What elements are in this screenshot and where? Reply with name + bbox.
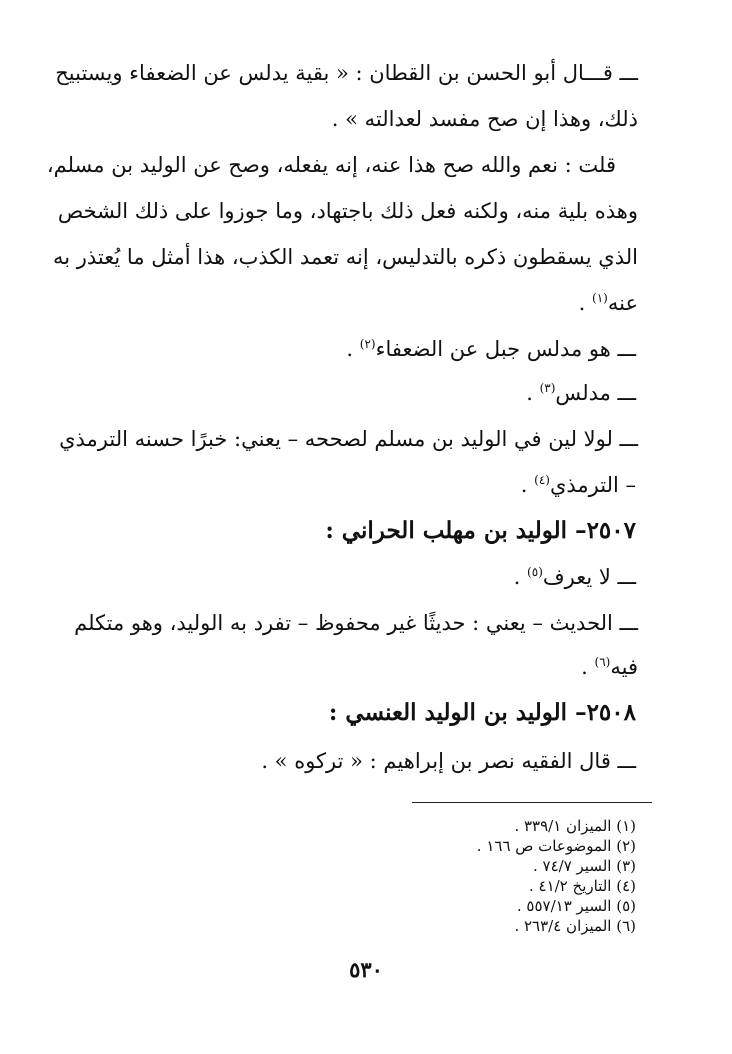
text-run: ـــ مدلس — [555, 381, 636, 405]
period: . — [578, 291, 586, 315]
text-line — [88, 378, 636, 408]
footnote: (٣) السير ٧٤/٧ . — [532, 857, 636, 875]
footnote: (٢) الموضوعات ص ١٦٦ . — [476, 837, 636, 855]
footnote-ref: (٦) — [594, 655, 611, 669]
text-line: ـــ لولا لين في الوليد بن مسلم لصححه – يعني: خبرًا حسنه الترمذي — [59, 427, 638, 451]
period: . — [513, 565, 521, 589]
footnote-ref: (١) — [592, 291, 608, 305]
paragraph-start-line: قلت : نعم والله صح هذا عنه، إنه يفعله، وصح عن الوليد بن مسلم، — [46, 153, 616, 177]
text-line: ـــ قـــال أبو الحسن بن القطان : « بقية يدلس عن الضعفاء ويستبيح — [55, 61, 638, 85]
footnote-ref: (٥) — [527, 565, 543, 579]
period: . — [581, 655, 588, 679]
period: . — [526, 381, 533, 405]
text-line: ذلك، وهذا إن صح مفسد لعدالته » . — [331, 107, 638, 131]
footnote-ref: (٣) — [539, 381, 556, 395]
footnote-ref: (٢) — [359, 337, 376, 351]
text-line — [90, 288, 638, 318]
footnote-ref: (٤) — [534, 473, 550, 487]
text-line — [88, 470, 636, 500]
footnote: (٤) التاريخ ٤١/٢ . — [528, 877, 636, 895]
period: . — [346, 337, 354, 361]
footnote-divider — [412, 802, 652, 803]
text-line: ـــ قال الفقيه نصر بن إبراهيم : « تركوه » . — [261, 749, 636, 773]
footnote: (١) الميزان ٣٣٩/١ . — [514, 817, 636, 835]
entry-heading: ٢٥٠٨– الوليد بن الوليد العنسي : — [328, 699, 636, 726]
entry-heading: ٢٥٠٧– الوليد بن مهلب الحراني : — [325, 517, 636, 544]
text-line: وهذه بلية منه، ولكنه فعل ذلك باجتهاد، وما جوزوا على ذلك الشخص — [57, 199, 638, 223]
text-run: فيه — [610, 655, 638, 679]
text-line: الذي يسقطون ذكره بالتدليس، إنه تعمد الكذب، هذا أمثل ما يُعتذر به — [52, 245, 638, 269]
text-line — [88, 334, 636, 364]
text-run: ـــ هو مدلس جبل عن الضعفاء — [375, 337, 636, 361]
footnote: (٥) السير ٥٥٧/١٣ . — [516, 897, 636, 915]
text-run: عنه — [607, 291, 638, 315]
text-run: – الترمذي — [549, 473, 636, 497]
text-line — [90, 652, 638, 682]
text-line: ـــ الحديث – يعني : حديثًا غير محفوظ – تفرد به الوليد، وهو متكلم — [74, 611, 638, 635]
text-line — [88, 562, 636, 592]
text-run: ـــ لا يعرف — [542, 565, 636, 589]
period: . — [520, 473, 528, 497]
footnote: (٦) الميزان ٢٦٣/٤ . — [514, 917, 636, 935]
page-number: ٥٣٠ — [349, 957, 383, 982]
